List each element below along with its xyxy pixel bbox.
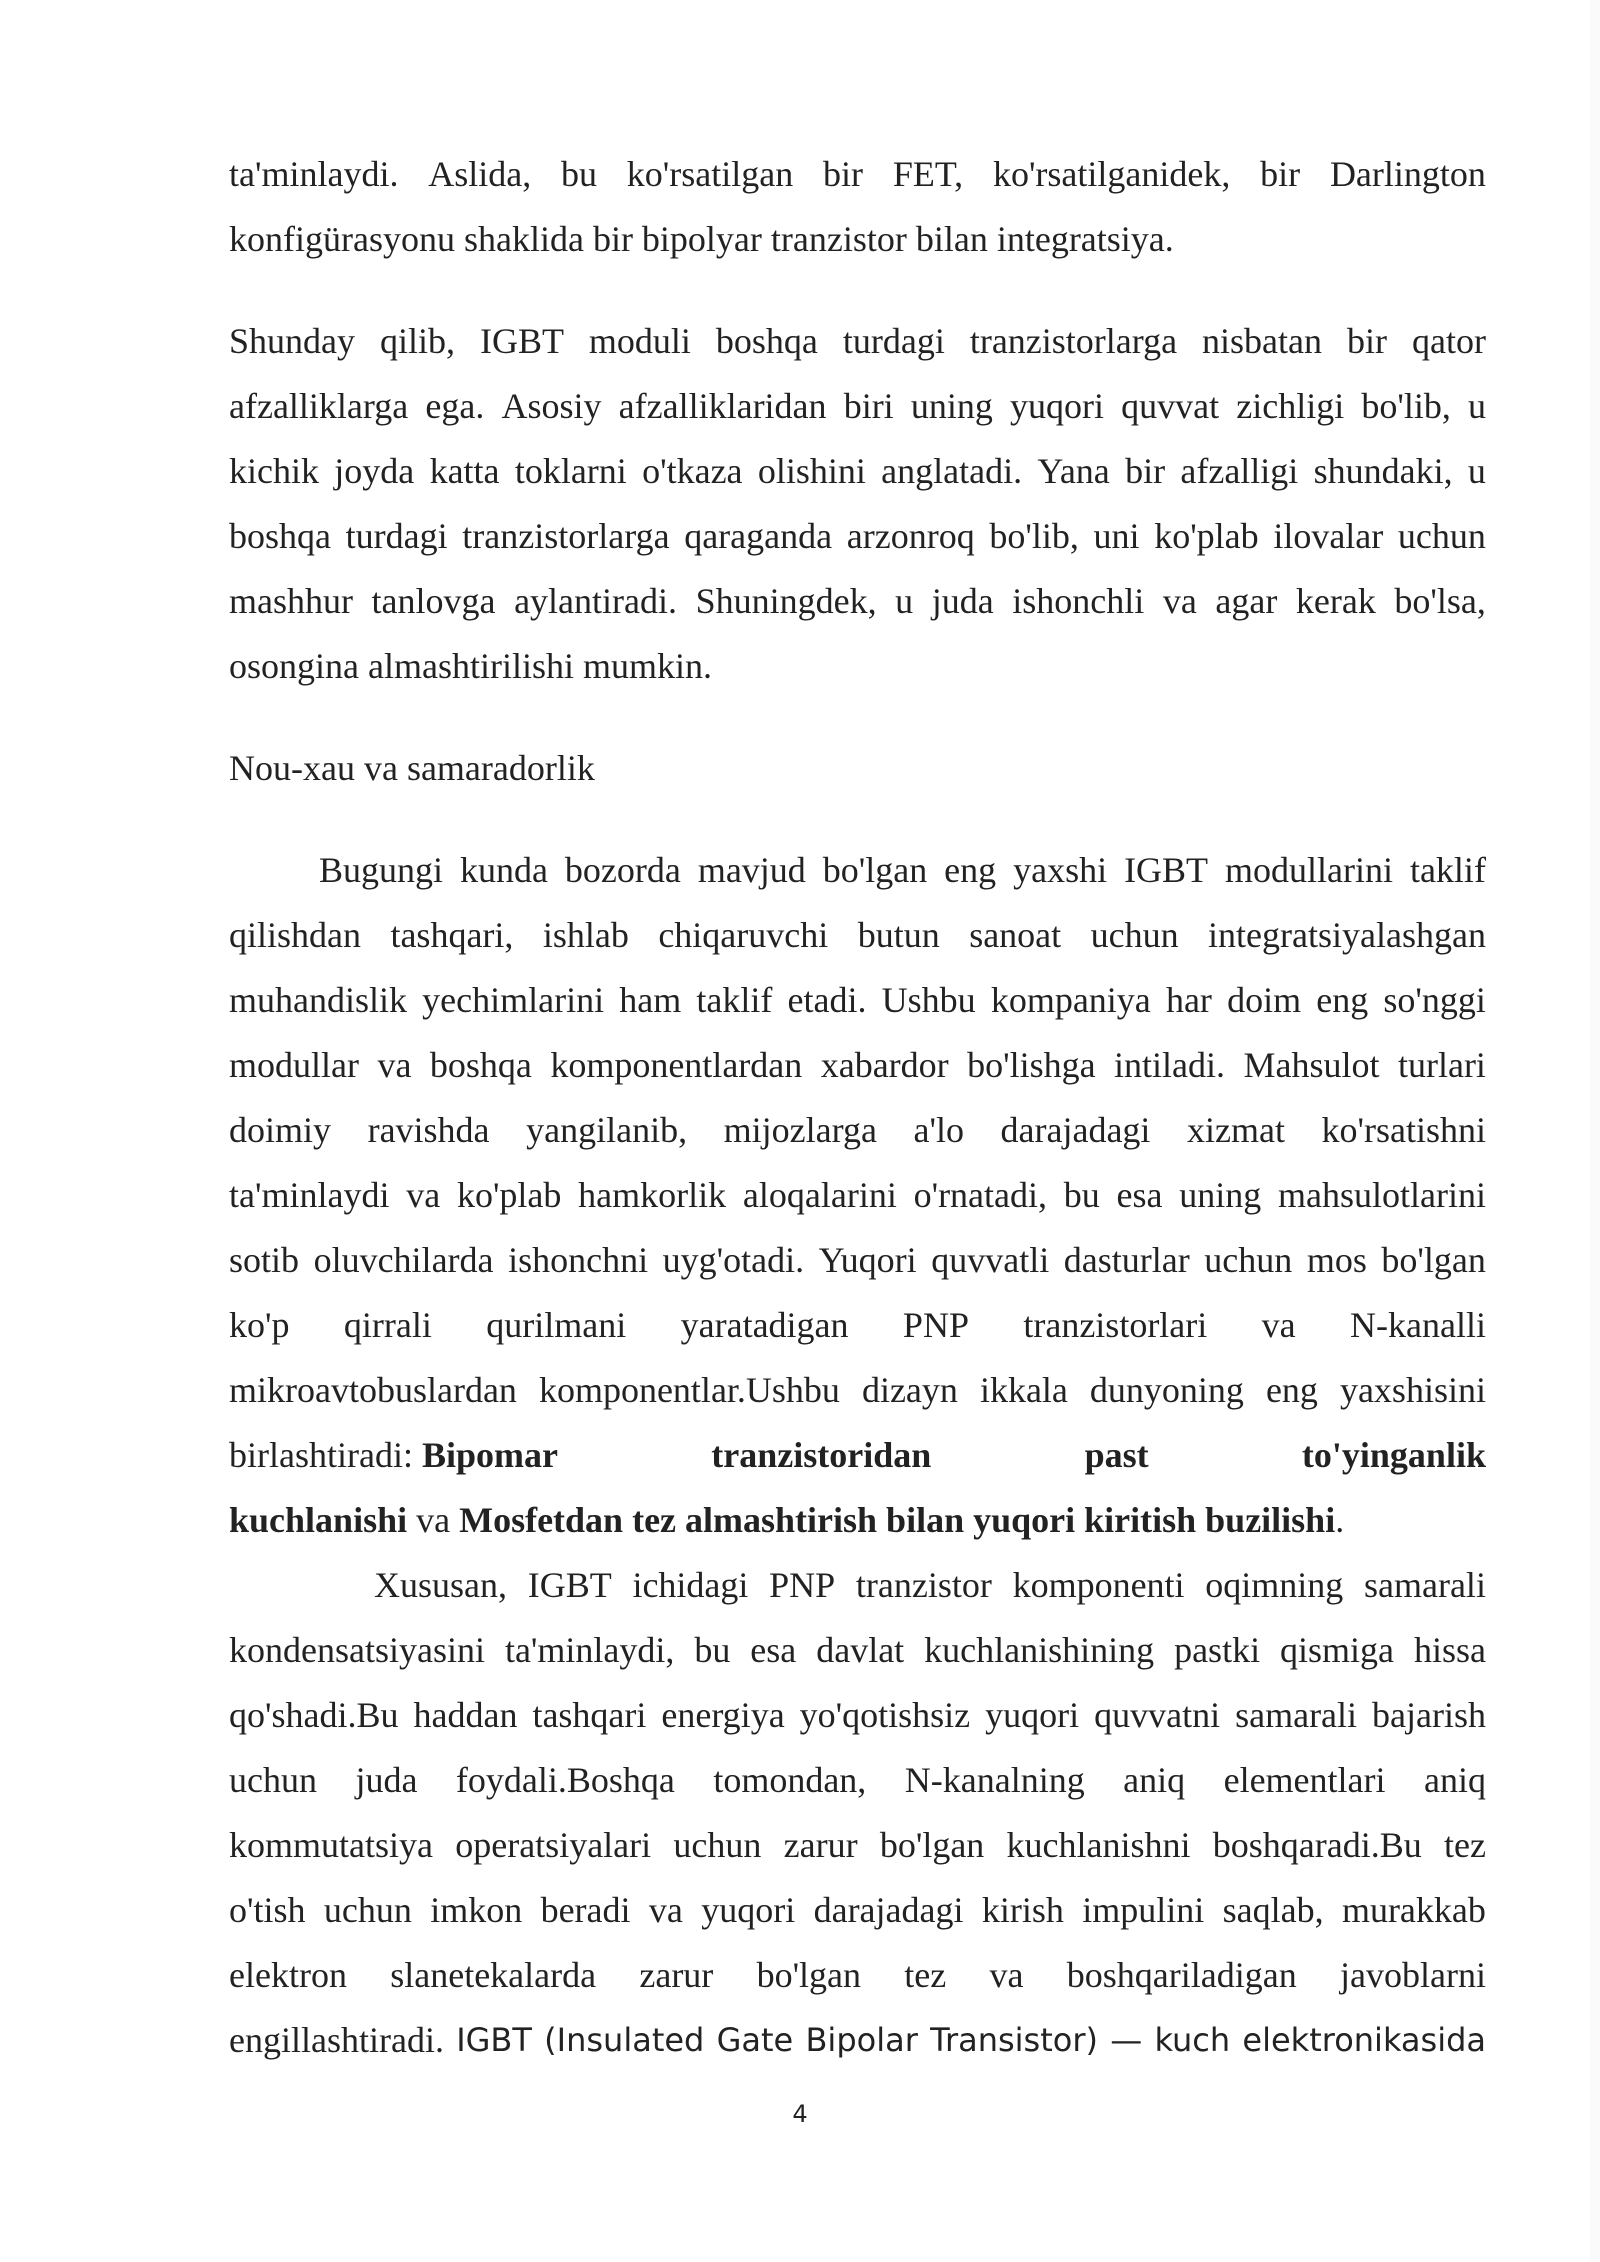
word: quvvat (1121, 386, 1220, 426)
word: Yuqori (818, 1240, 917, 1280)
word: Aslida, (428, 154, 532, 194)
document-body (229, 142, 1486, 2073)
text-line (229, 439, 1486, 504)
word: qo'shadi.Bu (229, 1695, 399, 1735)
paragraph-3 (229, 838, 1486, 1423)
word: Asosiy (501, 386, 602, 426)
word: modullar (229, 1045, 359, 1085)
word: juda (355, 1760, 418, 1800)
word: ega. (425, 386, 485, 426)
scrollbar[interactable] (1590, 0, 1600, 2262)
word: bo'lgan (756, 1955, 862, 1995)
word: dasturlar (1063, 1240, 1190, 1280)
text-line (229, 903, 1486, 968)
paragraph-1 (229, 142, 1486, 272)
word: (Insulated (544, 2021, 705, 2059)
word: bu (1063, 1175, 1100, 1215)
word: samarali (1364, 1565, 1486, 1605)
word: arzonroq (846, 516, 975, 556)
word: afzalliklarga (229, 386, 409, 426)
word: uyg'otadi. (662, 1240, 805, 1280)
word: boshqa (429, 1045, 532, 1085)
word: bozorda (564, 850, 681, 890)
section-heading (229, 736, 1486, 801)
word: doimiy (229, 1110, 332, 1150)
word: haddan (413, 1695, 518, 1735)
text-line (229, 374, 1486, 439)
word: operatsiyalari (455, 1825, 652, 1865)
word: muhandislik (229, 980, 407, 1020)
text-span: va (407, 1500, 460, 1540)
word: elementlari (1223, 1760, 1386, 1800)
text-line (229, 309, 1486, 374)
word: tez (904, 1955, 947, 1995)
text-line (229, 569, 1486, 634)
word: bo'lishga (967, 1045, 1096, 1085)
word: tashqari (532, 1695, 647, 1735)
word: uning (910, 386, 993, 426)
word: o'rnatadi, (913, 1175, 1048, 1215)
word: esa (750, 1630, 797, 1670)
word: saqlab, (1222, 1890, 1324, 1930)
word: har (1165, 980, 1212, 1020)
word: Bugungi (319, 850, 444, 890)
text-chunk (229, 1423, 558, 1488)
bold-text: Mosfetdan tez almashtirish bilan yuqori kiritish buzilishi (459, 1500, 1336, 1540)
line-text: konfigürasyonu shaklida bir bipolyar tranzistor bilan integratsiya. (229, 219, 1174, 259)
word: elektronikasida (1242, 2021, 1486, 2059)
word: ko'p (229, 1305, 290, 1345)
word: quvvatni (1094, 1695, 1221, 1735)
word: ko'rsatilgan (626, 154, 794, 194)
word: ravishda (367, 1110, 490, 1150)
word: moduli (588, 321, 691, 361)
bold-text: Bipomar (421, 1435, 558, 1475)
word: boshqa (715, 321, 818, 361)
text-line (229, 1618, 1486, 1683)
word: Shuningdek, (695, 581, 877, 621)
word: yo'qotishsiz (799, 1695, 971, 1735)
word: kichik (229, 451, 319, 491)
word: energiya (661, 1695, 785, 1735)
word: xizmat (1186, 1110, 1285, 1150)
text-line (229, 142, 1486, 207)
word: yaxshisini (1339, 1370, 1486, 1410)
paragraph-3-line-11 (229, 1488, 1486, 1553)
word: qirrali (343, 1305, 432, 1345)
text-line (229, 1228, 1486, 1293)
word: impulini (1082, 1890, 1205, 1930)
word: olishini (757, 451, 866, 491)
word: komponenti (1012, 1565, 1185, 1605)
text-line (229, 1943, 1486, 2008)
word: a'lo (913, 1110, 964, 1150)
word: dunyoning (1089, 1370, 1244, 1410)
word: turdagi (345, 516, 448, 556)
heading-text: Nou-xau va samaradorlik (229, 748, 595, 788)
word: zarur (783, 1825, 858, 1865)
word: bu (561, 154, 598, 194)
text-line (229, 207, 1486, 272)
word: o'tkaza (642, 451, 743, 491)
word: tez (1444, 1825, 1486, 1865)
word: turlari (1397, 1045, 1486, 1085)
word: uchun (1204, 1240, 1293, 1280)
word: yaxshi (1013, 850, 1108, 890)
word: mos (1306, 1240, 1367, 1280)
word: ikkala (979, 1370, 1068, 1410)
word: tranzistorlarga (969, 321, 1178, 361)
word: va (1162, 581, 1197, 621)
word: kompaniya (990, 980, 1151, 1020)
word: sanoat (969, 915, 1062, 955)
word: darajadagi (1000, 1110, 1151, 1150)
word: tomondan, (713, 1760, 867, 1800)
word: ichidagi (632, 1565, 749, 1605)
word: juda (931, 581, 994, 621)
word: u (895, 581, 914, 621)
word: va (377, 1045, 412, 1085)
word: ishlab (542, 915, 629, 955)
word: aniq (1423, 1760, 1486, 1800)
word: FET, (892, 154, 964, 194)
word: komponentlar.Ushbu (538, 1370, 840, 1410)
word: Darlington (1329, 154, 1486, 194)
word: Gate (716, 2021, 794, 2059)
word: slanetekalarda (390, 1955, 597, 1995)
word: N-kanalning (904, 1760, 1085, 1800)
word: sotib (229, 1240, 300, 1280)
word: dizayn (861, 1370, 958, 1410)
word: mavjud (697, 850, 806, 890)
text-line (229, 1033, 1486, 1098)
word: bo'lgan (822, 850, 928, 890)
text-line (229, 1813, 1486, 1878)
word: elektron (229, 1955, 347, 1995)
word: yuqori (701, 1890, 796, 1930)
word: shundaki, (1313, 451, 1453, 491)
word: — (1110, 2021, 1143, 2059)
word: o'tish (229, 1890, 306, 1930)
word: boshqa (229, 516, 331, 556)
word: Transistor) (930, 2021, 1098, 2059)
word: komponentlardan (550, 1045, 803, 1085)
word: PNP (902, 1305, 969, 1345)
word: taklif (696, 980, 773, 1020)
word: va (406, 1175, 441, 1215)
word: boshqariladigan (1066, 1955, 1297, 1995)
page-number: 4 (792, 2100, 808, 2128)
word: ko'plab (1154, 516, 1259, 556)
word: uchun (1397, 516, 1486, 556)
word: ilovalar (1273, 516, 1384, 556)
word: eng (1316, 980, 1369, 1020)
word: PNP (769, 1565, 836, 1605)
word: oqimning (1205, 1565, 1344, 1605)
word: esa (1116, 1175, 1163, 1215)
word: imkon (430, 1890, 523, 1930)
text-line (229, 838, 1486, 903)
word: biri (843, 386, 894, 426)
word: katta (429, 451, 500, 491)
word: ko'rsatilganidek, (992, 154, 1231, 194)
word: engillashtiradi. (229, 2020, 444, 2060)
word: integratsiyalashgan (1208, 915, 1486, 955)
word: taklif (1409, 850, 1486, 890)
word: toklarni (514, 451, 627, 491)
word: davlat (816, 1630, 905, 1670)
word: foydali.Boshqa (455, 1760, 675, 1800)
word: qilishdan (229, 915, 361, 955)
text-line (229, 1683, 1486, 1748)
word: bu (694, 1630, 731, 1670)
line-text: osongina almashtirilishi mumkin. (229, 646, 712, 686)
word: kerak (1295, 581, 1376, 621)
word: oluvchilarda (313, 1240, 494, 1280)
word: ham (619, 980, 682, 1020)
word: tranzistor (855, 1565, 992, 1605)
word: quvvatli (931, 1240, 1050, 1280)
word: samarali (1235, 1695, 1358, 1735)
word: uchun (323, 1890, 412, 1930)
word: doim (1227, 980, 1302, 1020)
word: IGBT (456, 2021, 532, 2059)
word: turdagi (842, 321, 945, 361)
word: murakkab (1341, 1890, 1486, 1930)
word: qator (1411, 321, 1486, 361)
text-line (229, 1553, 1486, 1618)
word: uning (1179, 1175, 1262, 1215)
word: hissa (1413, 1630, 1486, 1670)
word: ko'rsatishni (1321, 1110, 1486, 1150)
word: ta'minlaydi (229, 1175, 390, 1215)
word: eng (1265, 1370, 1318, 1410)
word: joyda (334, 451, 415, 491)
word: boshqaradi.Bu (1212, 1825, 1422, 1865)
bold-text: kuchlanishi (229, 1500, 408, 1540)
bold-text: tranzistoridan (711, 1435, 932, 1475)
word: yuqori (1009, 386, 1104, 426)
word: kunda (459, 850, 548, 890)
text-line (229, 1358, 1486, 1423)
paragraph-2 (229, 309, 1486, 699)
word: va (648, 1890, 683, 1930)
word: aniq (1123, 1760, 1186, 1800)
word: ta'minlaydi, (504, 1630, 675, 1670)
word: Bipolar (805, 2021, 918, 2059)
word: Shunday (229, 321, 355, 361)
text-line (229, 1293, 1486, 1358)
word: modullarini (1225, 850, 1393, 890)
word: IGBT (527, 1565, 612, 1605)
word: aylantiradi. (514, 581, 678, 621)
word: xabardor (820, 1045, 949, 1085)
word: kuch (1154, 2021, 1231, 2059)
bold-text: to'yinganlik (1301, 1435, 1486, 1475)
word: tranzistorlari (1023, 1305, 1208, 1345)
word: bo'lsa, (1394, 581, 1486, 621)
text-line (229, 504, 1486, 569)
word: afzalligi (1180, 451, 1299, 491)
word: N-kanalli (1350, 1305, 1486, 1345)
word: Yana (1037, 451, 1110, 491)
word: tashqari, (390, 915, 514, 955)
text-line (229, 634, 1486, 699)
word: kuchlanishining (924, 1630, 1155, 1670)
word: butun (857, 915, 940, 955)
word: Xususan, (374, 1565, 507, 1605)
paragraph-3-line-10 (229, 1423, 1486, 1488)
word: aloqalarini (742, 1175, 897, 1215)
text-line (229, 1098, 1486, 1163)
word: ishonchli (1012, 581, 1145, 621)
text-line (229, 1163, 1486, 1228)
word: Mahsulot (1243, 1045, 1380, 1085)
word: nisbatan (1202, 321, 1323, 361)
word: uchun (673, 1825, 762, 1865)
word: zarur (639, 1955, 714, 1995)
word: mahsulotlarini (1278, 1175, 1486, 1215)
word: yangilanib, (526, 1110, 688, 1150)
word: bir (1347, 321, 1387, 361)
word: ishonchni (508, 1240, 649, 1280)
word: ko'plab (456, 1175, 562, 1215)
paragraph-4-last-line (229, 2008, 1486, 2073)
word: bir (1125, 451, 1166, 491)
word: ta'minlaydi. (229, 154, 399, 194)
word: mashhur (229, 581, 353, 621)
word: qurilmani (486, 1305, 627, 1345)
word: u (1467, 451, 1486, 491)
word: intiladi. (1114, 1045, 1226, 1085)
word: anglatadi. (881, 451, 1023, 491)
word: bo'lib, (989, 516, 1079, 556)
word: qaraganda (684, 516, 833, 556)
word: mikroavtobuslardan (229, 1370, 517, 1410)
word: bajarish (1372, 1695, 1486, 1735)
word: mijozlarga (723, 1110, 877, 1150)
word: Ushbu (881, 980, 976, 1020)
word: bo'lgan (879, 1825, 985, 1865)
word: u (1468, 386, 1486, 426)
paragraph-4 (229, 1553, 1486, 2008)
word: eng (944, 850, 997, 890)
word: chiqaruvchi (658, 915, 829, 955)
word: bo'lib, (1361, 386, 1451, 426)
word: pastki (1174, 1630, 1261, 1670)
word: uchun (229, 1760, 317, 1800)
word: yechimlarini (422, 980, 605, 1020)
text-line (229, 968, 1486, 1033)
word: hamkorlik (578, 1175, 727, 1215)
word: bir (823, 154, 864, 194)
word: yuqori (985, 1695, 1080, 1735)
word: kirish (981, 1890, 1064, 1930)
word: beradi (540, 1890, 631, 1930)
bold-text: past (1084, 1435, 1149, 1475)
word: bir (1260, 154, 1301, 194)
word: va (989, 1955, 1024, 1995)
word: qilib, (379, 321, 455, 361)
word: qismiga (1280, 1630, 1395, 1670)
word: afzalliklaridan (618, 386, 827, 426)
word: IGBT (1124, 850, 1209, 890)
word: uni (1093, 516, 1140, 556)
word: tanlovga (371, 581, 496, 621)
text-line (229, 1748, 1486, 1813)
text-line (229, 1878, 1486, 1943)
word: bo'lgan (1381, 1240, 1486, 1280)
word: so'nggi (1383, 980, 1486, 1020)
word: kuchlanishni (1006, 1825, 1191, 1865)
word: IGBT (479, 321, 564, 361)
word: birlashtiradi: (229, 1435, 413, 1475)
word: tranzistorlarga (462, 516, 670, 556)
word: kommutatsiya (229, 1825, 433, 1865)
word: javoblarni (1340, 1955, 1486, 1995)
word: va (1261, 1305, 1296, 1345)
word: etadi. (787, 980, 867, 1020)
word: zichligi (1236, 386, 1345, 426)
text-span: . (1335, 1500, 1345, 1540)
word: kondensatsiyasini (229, 1630, 485, 1670)
word: darajadagi (813, 1890, 964, 1930)
word: uchun (1090, 915, 1179, 955)
word: agar (1215, 581, 1278, 621)
word: yaratadigan (680, 1305, 849, 1345)
